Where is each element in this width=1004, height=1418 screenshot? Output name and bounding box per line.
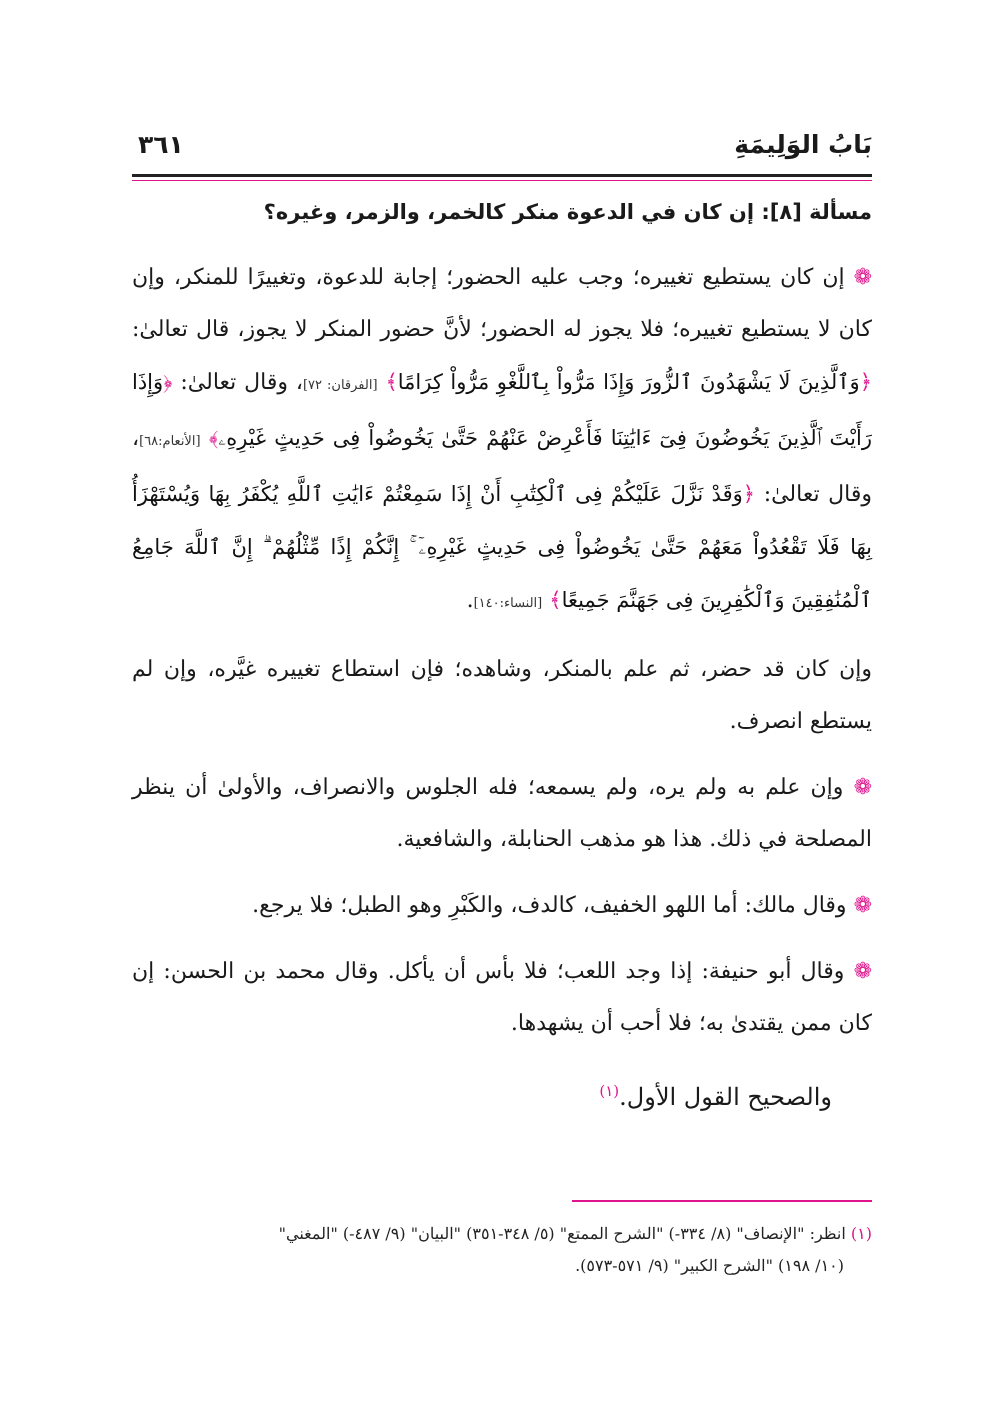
- paragraph-4: [132, 880, 872, 932]
- footnote-1-number: (١): [850, 1224, 872, 1243]
- paragraph-1: [132, 252, 872, 630]
- page-number: ٣٦١: [138, 130, 184, 159]
- quran-bracket-open-icon: ﴿: [859, 370, 873, 394]
- flower-marker-icon: ❁: [853, 893, 872, 918]
- paragraph-2: [132, 644, 872, 748]
- verse-reference-1: [الفرقان: ٧٢]: [302, 378, 378, 393]
- footnotes: [132, 1218, 872, 1282]
- chapter-title: بَابُ الوَلِيمَةِ: [734, 130, 872, 159]
- paragraph-2-text: وإن كان قد حضر، ثم علم بالمنكر، وشاهده؛ فإن استطاع تغييره غيَّره، وإن لم يستطع انصرف.: [132, 657, 872, 734]
- header-rule-thick: [132, 174, 872, 177]
- footnote-1-line-1: [132, 1218, 872, 1250]
- issue-title: إن كان في الدعوة منكر كالخمر، والزمر، وغيره؟: [263, 200, 755, 224]
- paragraph-1-end: .: [466, 588, 474, 613]
- flower-marker-icon: ❁: [853, 265, 872, 290]
- issue-label: مسألة [٨]:: [761, 200, 872, 224]
- quran-bracket-open-icon: ﴿: [742, 482, 756, 506]
- quran-bracket-close-icon: ﴾: [385, 370, 398, 394]
- footnote-reference[interactable]: (١): [599, 1082, 620, 1100]
- page-content: [132, 190, 872, 1124]
- footnote-separator: [572, 1200, 872, 1202]
- verse-reference-2: [الأنعام:٦٨]: [139, 434, 201, 449]
- flower-marker-icon: ❁: [853, 775, 872, 800]
- paragraph-5: [132, 946, 872, 1050]
- conclusion-text: والصحيح القول الأول.: [619, 1083, 832, 1111]
- quran-verse-2-text: وَإِذَا رَأَيْتَ ٱلَّذِينَ يَخُوضُونَ فِىٓ ءَايَٰتِنَا فَأَعْرِضْ عَنْهُمْ حَتَّىٰ يَخُوضُواْ فِى حَدِيثٍ غَيْرِهِۦ: [132, 370, 872, 450]
- header-rule-accent: [132, 180, 872, 181]
- flower-marker-icon: ❁: [853, 959, 872, 984]
- quran-bracket-close-icon: ﴾: [208, 426, 219, 450]
- footnote-1-line-2: [132, 1250, 872, 1282]
- paragraph-1-text-b: ، وقال تعالىٰ:: [180, 370, 303, 395]
- quran-verse-3-text: وَقَدْ نَزَّلَ عَلَيْكُمْ فِى ٱلْكِتَٰبِ أَنْ إِذَا سَمِعْتُمْ ءَايَٰتِ ٱللَّهِ يُكْفَرُ بِهَا وَيُسْتَهْزَأُ بِهَا فَلَا تَقْعُدُواْ مَعَهُمْ حَتَّىٰ يَخُوضُواْ فِى حَدِيثٍ غَيْرِهِۦٓ ۚ إِنَّكُمْ إِذًا مِّثْلُهُمْ ۗ إِنَّ ٱللَّهَ جَامِعُ ٱلْمُنَٰفِقِينَ وَٱلْكَٰفِرِينَ فِى جَهَنَّمَ جَمِيعًا: [132, 482, 872, 612]
- issue-heading: [132, 192, 872, 232]
- footnote-1-text-1: "الإنصاف" (٨/ ٣٣٤-) "الشرح الممتع" (٥/ ٣٤٨-٣٥١) "البيان" (٩/ ٤٨٧-) "المغني": [278, 1224, 805, 1243]
- paragraph-3-text: وإن علم به ولم يره، ولم يسمعه؛ فله الجلوس والانصراف، والأولىٰ أن ينظر المصلحة في ذلك. هذا هو مذهب الحنابلة، والشافعية.: [132, 775, 872, 852]
- paragraph-1-text-c: ، وقال تعالىٰ:: [132, 426, 873, 507]
- paragraph-4-text: وقال مالك: أما اللهو الخفيف، كالدف، والكَبْرِ وهو الطبل؛ فلا يرجع.: [252, 893, 847, 918]
- footnote-1-lead: انظر:: [809, 1224, 846, 1243]
- paragraph-5-text: وقال أبو حنيفة: إذا وجد اللعب؛ فلا بأس أن يأكل. وقال محمد بن الحسن: إن كان ممن يقتدىٰ به؛ فلا أحب أن يشهدها.: [132, 959, 872, 1036]
- verse-reference-3: [النساء:١٤٠]: [473, 596, 543, 611]
- quran-verse-1: [385, 370, 872, 394]
- quran-bracket-close-icon: ﴾: [549, 588, 562, 612]
- conclusion: [132, 1064, 872, 1124]
- paragraph-3: [132, 762, 872, 866]
- footnote-1-text-2: (١٠/ ١٩٨) "الشرح الكبير" (٩/ ٥٧١-٥٧٣).: [575, 1256, 844, 1275]
- page-header: [132, 118, 872, 170]
- quran-verse-3: [132, 482, 872, 612]
- quran-bracket-open-icon: ﴿: [163, 370, 173, 394]
- quran-verse-1-text: وَٱلَّذِينَ لَا يَشْهَدُونَ ٱلزُّورَ وَإِذَا مَرُّواْ بِٱللَّغْوِ مَرُّواْ كِرَامًا: [397, 370, 860, 394]
- paragraph-1-text-a: إن كان يستطيع تغييره؛ وجب عليه الحضور؛ إجابة للدعوة، وتغييرًا للمنكر، وإن كان لا يستطيع تغييره؛ فلا يجوز له الحضور؛ لأنَّ حضور المنكر لا يجوز، قال تعالىٰ:: [132, 265, 872, 342]
